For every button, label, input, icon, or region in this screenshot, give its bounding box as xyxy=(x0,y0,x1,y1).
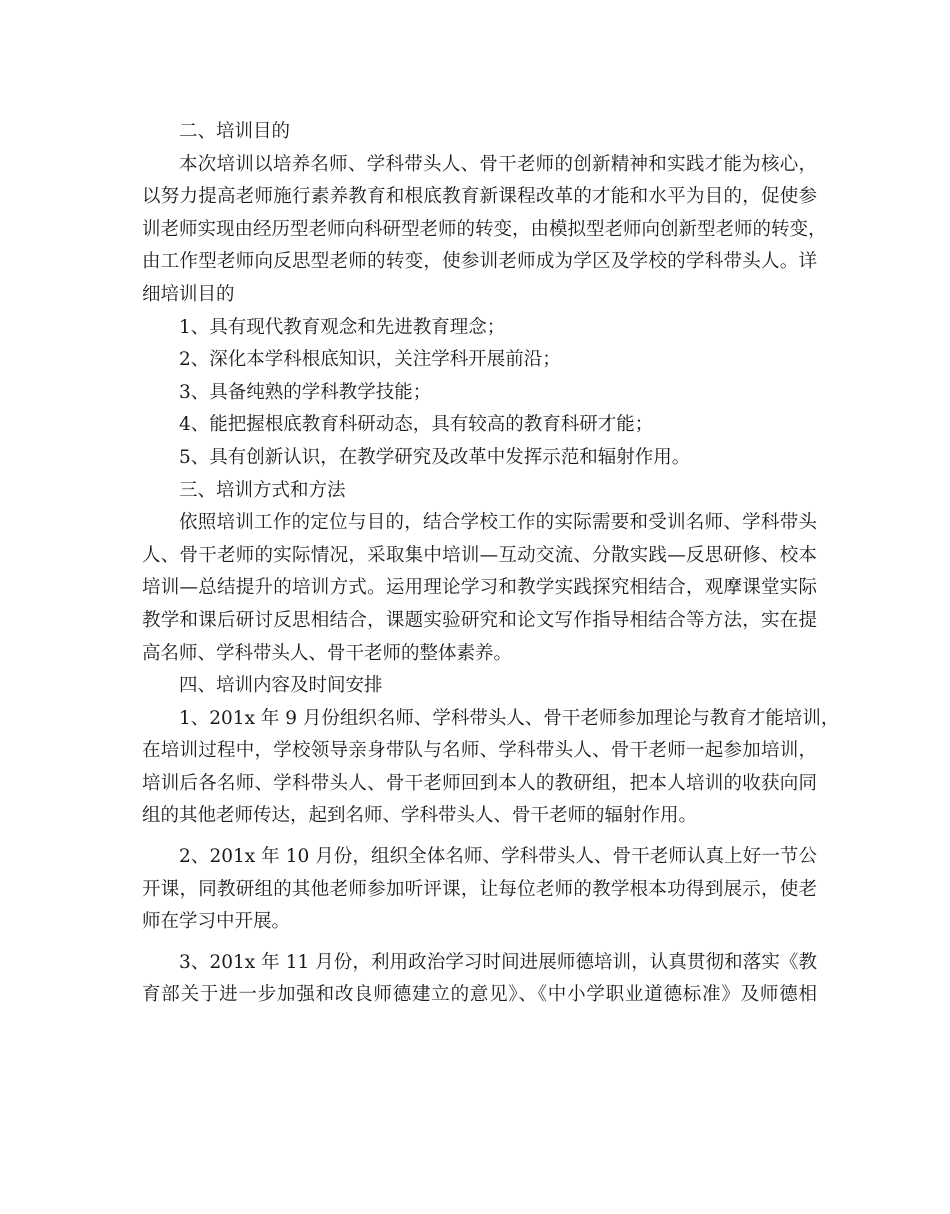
document-body xyxy=(142,116,840,1012)
paragraph-line: 育部关于进一步加强和改良师德建立的意见》、《中小学职业道德标准》及师德相 xyxy=(142,984,817,1006)
section-heading-training-goals: 二、培训目的 xyxy=(179,121,291,142)
paragraph-line: 训老师实现由经历型老师向科研型老师的转变，由模拟型老师向创新型老师的转变， xyxy=(142,218,827,240)
paragraph-line: 本次培训以培养名师、学科带头人、骨干老师的创新精神和实践才能为核心， xyxy=(179,153,817,175)
paragraph-line: 教学和课后研讨反思相结合，课题实验研究和论文写作指导相结合等方法，实在提 xyxy=(142,609,817,631)
paragraph-line: 培训—总结提升的培训方式。运用理论学习和教学实践探究相结合，观摩课堂实际 xyxy=(142,577,817,599)
list-item: 4、能把握根底教育科研动态，具有较高的教育科研才能； xyxy=(179,414,654,436)
list-item: 2、深化本学科根底知识，关注学科开展前沿； xyxy=(179,349,561,371)
paragraph-line: 2、201x 年 10 月份，组织全体名师、学科带头人、骨干老师认真上好一节公 xyxy=(179,846,817,868)
paragraph-line: 由工作型老师向反思型老师的转变，使参训老师成为学区及学校的学科带头人。详 xyxy=(142,251,817,273)
paragraph-gap xyxy=(142,939,817,947)
paragraph-gap xyxy=(142,833,817,841)
paragraph-line: 开课，同教研组的其他老师参加听评课，让每位老师的教学根本功得到展示，使老 xyxy=(142,878,817,900)
paragraph-line: 1、201x 年 9 月份组织名师、学科带头人、骨干老师参加理论与教育才能培训， xyxy=(179,707,840,729)
paragraph-line: 人、骨干老师的实际情况，采取集中培训—互动交流、分散实践—反思研修、校本 xyxy=(142,544,817,566)
paragraph-line: 组的其他老师传达，起到名师、学科带头人、骨干老师的辐射作用。 xyxy=(142,805,698,827)
paragraph-line: 细培训目的 xyxy=(142,283,235,305)
section-heading-content-schedule: 四、培训内容及时间安排 xyxy=(179,675,383,697)
paragraph-line: 培训后各名师、学科带头人、骨干老师回到本人的教研组，把本人培训的收获向同 xyxy=(142,772,817,794)
list-item: 5、具有创新认识，在教学研究及改革中发挥示范和辐射作用。 xyxy=(179,446,691,468)
paragraph-line: 高名师、学科带头人、骨干老师的整体素养。 xyxy=(142,642,513,664)
list-item: 3、具备纯熟的学科教学技能； xyxy=(179,381,432,403)
paragraph-line: 在培训过程中，学校领导亲身带队与名师、学科带头人、骨干老师一起参加培训， xyxy=(142,740,817,762)
paragraph-line: 依照培训工作的定位与目的，结合学校工作的实际需要和受训名师、学科带头 xyxy=(179,512,817,534)
list-item: 1、具有现代教育观念和先进教育理念； xyxy=(179,316,506,338)
paragraph-line: 3、201x 年 11 月份，利用政治学习时间进展师德培训，认真贯彻和落实《教 xyxy=(179,951,817,973)
paragraph-line: 以努力提高老师施行素养教育和根底教育新课程改革的才能和水平为目的，促使参 xyxy=(142,186,817,208)
section-heading-training-methods: 三、培训方式和方法 xyxy=(179,479,346,501)
paragraph-line: 师在学习中开展。 xyxy=(142,911,291,933)
